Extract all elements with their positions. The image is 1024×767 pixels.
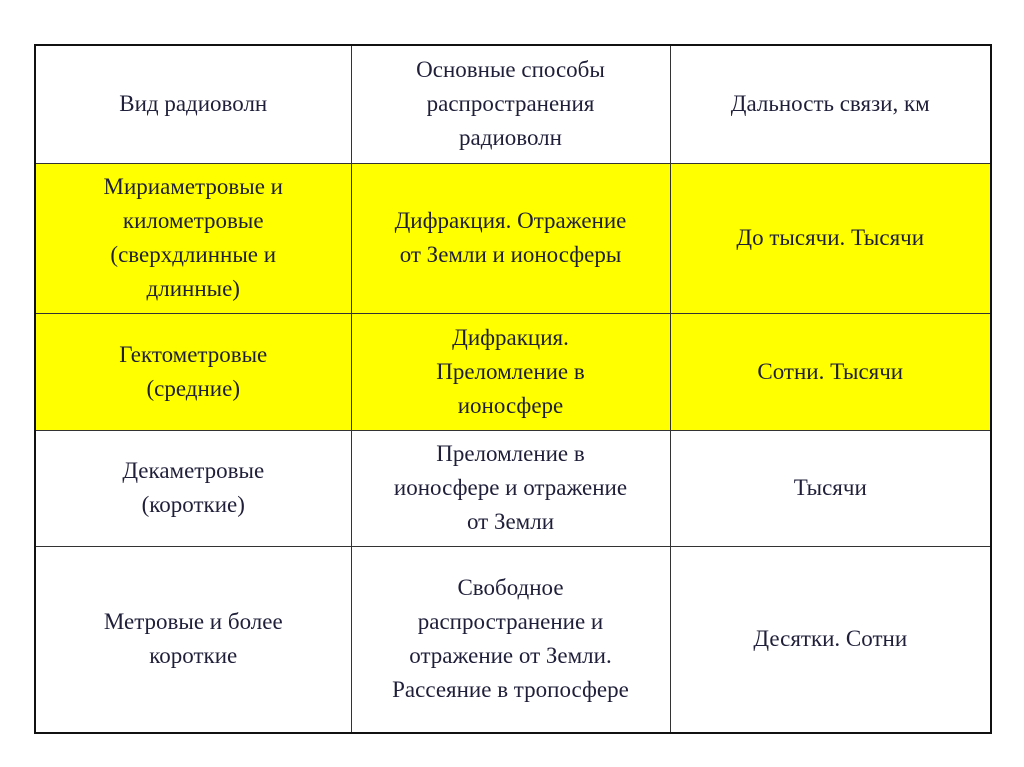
- table-row: [35, 546, 991, 733]
- header-wave-type: Вид радиоволн: [35, 45, 351, 163]
- cell-wave-type: Гектометровые (средние): [35, 313, 351, 430]
- table-row: [35, 430, 991, 546]
- cell-range: Сотни. Тысячи: [670, 313, 991, 430]
- cell-range: Тысячи: [670, 430, 991, 546]
- radio-waves-table: [34, 44, 992, 734]
- table-header-row: [35, 45, 991, 163]
- cell-wave-type: Декаметровые (короткие): [35, 430, 351, 546]
- cell-range: До тысячи. Тысячи: [670, 163, 991, 313]
- header-propagation-methods: Основные способы распространения радиоволн: [351, 45, 670, 163]
- cell-range: Десятки. Сотни: [670, 546, 991, 733]
- table-row: [35, 313, 991, 430]
- cell-propagation: Дифракция. Отражение от Земли и ионосферы: [351, 163, 670, 313]
- cell-propagation: Дифракция. Преломление в ионосфере: [351, 313, 670, 430]
- cell-propagation: Свободное распространение и отражение от Земли. Рассеяние в тропосфере: [351, 546, 670, 733]
- cell-propagation: Преломление в ионосфере и отражение от Земли: [351, 430, 670, 546]
- cell-wave-type: Мириаметровые и километровые (сверхдлинные и длинные): [35, 163, 351, 313]
- header-communication-range: Дальность связи, км: [670, 45, 991, 163]
- table-row: [35, 163, 991, 313]
- cell-wave-type: Метровые и более короткие: [35, 546, 351, 733]
